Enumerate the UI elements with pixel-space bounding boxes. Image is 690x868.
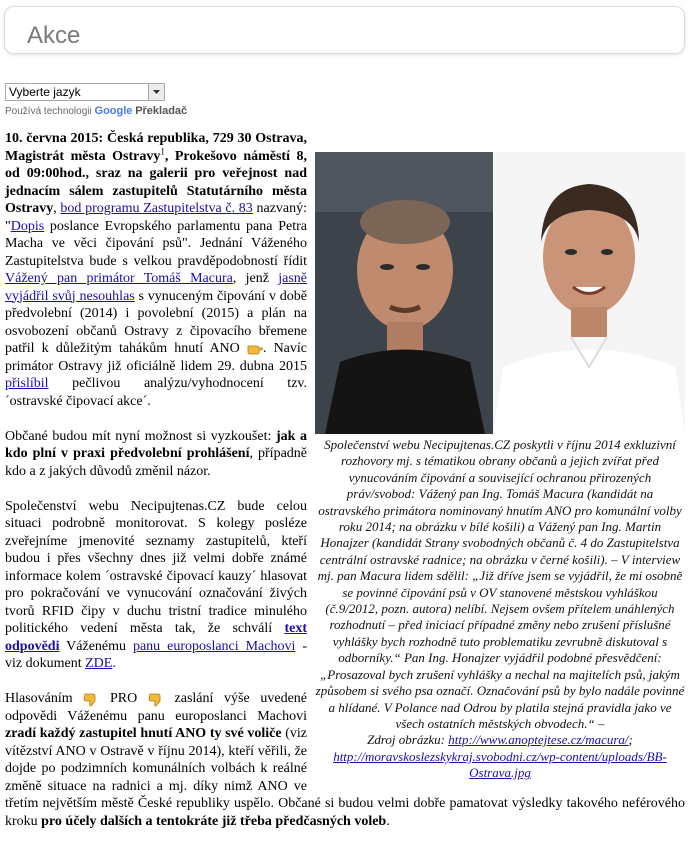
link-vyjadril[interactable]: jasně vyjádřil svůj nesouhlas [5, 271, 307, 304]
paragraph-4: Hlasováním PRO zaslání výše uvedené odpovědi Váženému panu europoslanci Machovi zradí každý zastupitel hnutí ANO ty své voliče (viz vítězství ANO v Ostravě v říjnu 2014), kteří věřili, že dojde po podzimních komunálních volbách k reálné změně situace na radnici a mj. díky nimž ANO ve třetím největším městě České republiky uspělo. Občané si budou velmi dobře pamatovat výsledky takového neférového kroku pro účely dalších a tentokráte již třeba předčasných voleb. [5, 691, 685, 829]
photo-macura [493, 152, 685, 434]
link-bod-programu[interactable]: bod programu Zastupitelstva č. 83 [60, 201, 253, 216]
thumbs-down-icon [83, 693, 99, 705]
link-dopis[interactable]: Dopis [10, 218, 45, 234]
translate-attribution: Používá technologii Google Překladač [5, 105, 188, 117]
link-primator[interactable]: Vážený pan primátor Tomáš Macura [5, 271, 233, 286]
translator-link[interactable]: Překladač [135, 105, 188, 117]
link-zde[interactable]: ZDE [85, 656, 113, 671]
source-link-2[interactable]: http://moravskoslezskykraj.svobodni.cz/wp-content/uploads/BB-Ostrava.jpg [333, 748, 667, 781]
source-link-1[interactable]: http://www.anoptejtese.cz/macura/ [448, 732, 629, 748]
link-text-odpovedi[interactable]: text odpovědi [5, 621, 307, 654]
language-select-value: Vyberte jazyk [9, 85, 81, 99]
article-body [5, 130, 685, 848]
photo-honajzer [315, 152, 493, 434]
paragraph-3: Společenství webu Necipujtenas.CZ bude celou situaci podrobně monitorovat. S kolegy posléze zveřejníme jmenovité seznamy zastupitelů, kteří budou i přes všechny dnes již velmi dobře známé informace kolem ´ostravské čipovací kauzy´ hlasovat pro pokračování ve vynucování označování živých tvorů RFID čipy v duchu tristní tradice minulého politického vedení města tak, že schválí text odpovědi Váženému panu europoslanci Machovi - viz dokument ZDE. [5, 498, 307, 671]
link-europoslanci[interactable]: panu europoslanci Machovi [132, 638, 296, 654]
google-logo: Google [94, 105, 133, 117]
page-title: Akce [27, 22, 81, 49]
thumbs-down-icon [148, 693, 164, 705]
page-header [4, 6, 685, 54]
dropdown-arrow-icon[interactable] [148, 84, 164, 100]
language-select[interactable] [5, 83, 165, 101]
photo-pair [315, 152, 685, 434]
pointing-hand-icon [247, 343, 263, 355]
figure-caption: Společenství webu Necipujtenas.CZ poskytli v říjnu 2014 exkluzivní rozhovory mj. s tématikou obrany občanů a jejich zvířat před vynucováním čipování a související ochranou přirozených práv/svobod: Vážený pan Ing. Tomáš Macura (kandidát na ostravského primátora nominovaný hnutím ANO pro komunální volby roku 2014; na obrázku v bílé košili) a Vážený pan Ing. Martin Honajzer (kandidát Strany svobodných občanů č. 4 do Zastupitelstva centrální ostravské radnice; na obrázku v černé košili). – V interview mj. pan Macura lidem sdělil: „Již dříve jsem se vyjádřil, že mi osobně se povinné čipování psů v OV stanovené městskou vyhláškou (č.9/2012, pozn. autora) nelíbí. Nejsem ovšem přítelem unáhlených rozhodnutí – před iniciací případné změny nebo zrušení příslušné vyhlášky bych rozhodně tuto problematiku zevrubně diskutoval s odborníky.“ Pan Ing. Honajzer vyjádřil podobné přesvědčení: „Prosazoval bych zrušení vyhlášky a nechal na majitelích psů, jakým způsobem si svého psa označí. Označování psů by bylo nadále povinné a hlídané. V Polance nad Odrou by platila stejná pravidla jako ve všech ostatních městských obvodech.“ – Zdroj obrázku: http://www.anoptejtese.cz/macura/; http://moravskoslezskykraj.svobodni.cz/wp-content/uploads/BB-Ostrava.jpg [315, 437, 685, 781]
paragraph-1: 10. června 2015: Česká republika, 729 30 Ostrava, Magistrát města Ostravy$^1$, Prokešovo náměstí 8, od 09:00hod., sraz na galerii pro veřejnost nad jednacím sálem zastupitelů Statutárního města Ostravy, bod programu Zastupitelstva č. 83 nazvaný: "Dopis poslance Evropského parlamentu pana Petra Macha ve věci čipování psů". Jednání Váženého Zastupitelstva bude s velkou pravděpodobností řídit Vážený pan primátor Tomáš Macura, jenž jasně vyjádřil svůj nesouhlas s vynuceným čipování v době předvolební (2014) i povolební (2015) a plán na osvobození občanů Ostravy z čipovacího břemene patřil k důležitým tahákům hnutí ANO . Navíc primátor Ostravy již oficiálně lidem 29. dubna 2015 přislíbil pečlivou analýzu/vyhodnocení tzv. ´ostravské čipovací akce´. [5, 131, 308, 409]
link-prislibil[interactable]: přislíbil [5, 376, 49, 391]
article-figure [315, 152, 685, 782]
paragraph-2: Občané budou mít nyní možnost si vyzkoušet: jak a kdo plní v praxi předvolební prohlášení, případně kdo a z jakých důvodů změnil názor. [5, 428, 308, 479]
